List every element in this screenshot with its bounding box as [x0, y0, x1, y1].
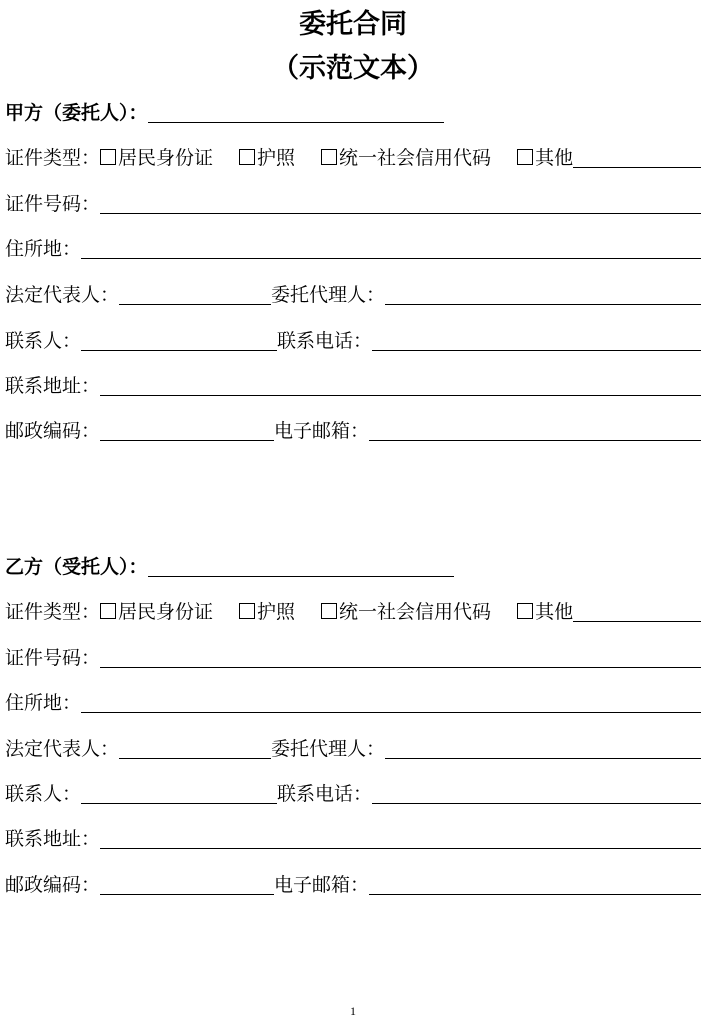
checkbox-other[interactable] [517, 149, 533, 165]
phone-label: 联系电话： [277, 330, 373, 352]
phone-label: 联系电话： [277, 783, 373, 805]
checkbox-passport[interactable] [239, 603, 255, 619]
legal-rep-field[interactable] [119, 738, 271, 759]
party-b-id-number-row [5, 645, 701, 671]
email-field[interactable] [369, 874, 701, 895]
checkbox-other[interactable] [517, 603, 533, 619]
phone-field[interactable] [372, 330, 701, 351]
phone-field[interactable] [372, 783, 701, 804]
party-a-label: 甲方（委托人）： [5, 102, 148, 124]
party-a-postcode-row [5, 418, 701, 444]
party-b-contact-row [5, 781, 701, 807]
contact-address-field[interactable] [100, 375, 701, 396]
party-b-name-field[interactable] [148, 556, 454, 577]
postcode-label: 邮政编码： [5, 420, 101, 442]
postcode-label: 邮政编码： [5, 874, 101, 896]
address-label: 住所地： [5, 692, 82, 714]
agent-label: 委托代理人： [271, 738, 386, 760]
agent-label: 委托代理人： [271, 284, 386, 306]
postcode-field[interactable] [100, 420, 274, 441]
contact-label: 联系人： [5, 783, 82, 805]
agent-field[interactable] [385, 738, 701, 759]
checkbox-passport[interactable] [239, 149, 255, 165]
postcode-field[interactable] [100, 874, 274, 895]
address-field[interactable] [81, 238, 701, 259]
option-other: 其他 [535, 147, 574, 169]
party-a-header [5, 100, 701, 126]
option-credit-code: 统一社会信用代码 [339, 601, 492, 623]
legal-rep-label: 法定代表人： [5, 284, 120, 306]
party-a-address-row [5, 236, 701, 262]
option-credit-code: 统一社会信用代码 [339, 147, 492, 169]
party-a-contact-address-row [5, 373, 701, 399]
legal-rep-field[interactable] [119, 284, 271, 305]
party-b-contact-address-row [5, 826, 701, 852]
party-a-id-number-row [5, 191, 701, 217]
contact-field[interactable] [81, 330, 277, 351]
id-number-field[interactable] [100, 193, 701, 214]
party-b-address-row [5, 690, 701, 716]
party-b-header [5, 554, 701, 580]
id-number-field[interactable] [100, 647, 701, 668]
party-b-rep-row [5, 736, 701, 762]
email-label: 电子邮箱： [274, 874, 370, 896]
option-other: 其他 [535, 601, 574, 623]
document-subtitle: （示范文本） [272, 53, 434, 84]
legal-rep-label: 法定代表人： [5, 738, 120, 760]
other-id-type-field[interactable] [573, 147, 701, 168]
party-b-id-type-row [5, 599, 701, 625]
party-b-postcode-row [5, 872, 701, 898]
checkbox-id-card[interactable] [100, 603, 116, 619]
email-label: 电子邮箱： [274, 420, 370, 442]
id-type-label: 证件类型： [5, 601, 101, 623]
option-passport: 护照 [257, 147, 296, 169]
checkbox-credit-code[interactable] [321, 149, 337, 165]
option-id-card: 居民身份证 [118, 147, 214, 169]
party-a-name-field[interactable] [148, 102, 444, 123]
contact-address-label: 联系地址： [5, 828, 101, 850]
option-id-card: 居民身份证 [118, 601, 214, 623]
address-field[interactable] [81, 692, 701, 713]
email-field[interactable] [369, 420, 701, 441]
party-a-id-type-row [5, 145, 701, 171]
party-a-contact-row [5, 328, 701, 354]
id-type-label: 证件类型： [5, 147, 101, 169]
contact-label: 联系人： [5, 330, 82, 352]
id-number-label: 证件号码： [5, 647, 101, 669]
page-number: 1 [350, 1004, 356, 1018]
address-label: 住所地： [5, 238, 82, 260]
id-number-label: 证件号码： [5, 193, 101, 215]
contact-field[interactable] [81, 783, 277, 804]
checkbox-credit-code[interactable] [321, 603, 337, 619]
document-title: 委托合同 [299, 9, 407, 40]
party-b-label: 乙方（受托人）： [5, 556, 148, 578]
other-id-type-field[interactable] [573, 601, 701, 622]
party-a-rep-row [5, 282, 701, 308]
contact-address-label: 联系地址： [5, 375, 101, 397]
agent-field[interactable] [385, 284, 701, 305]
option-passport: 护照 [257, 601, 296, 623]
checkbox-id-card[interactable] [100, 149, 116, 165]
contact-address-field[interactable] [100, 828, 701, 849]
